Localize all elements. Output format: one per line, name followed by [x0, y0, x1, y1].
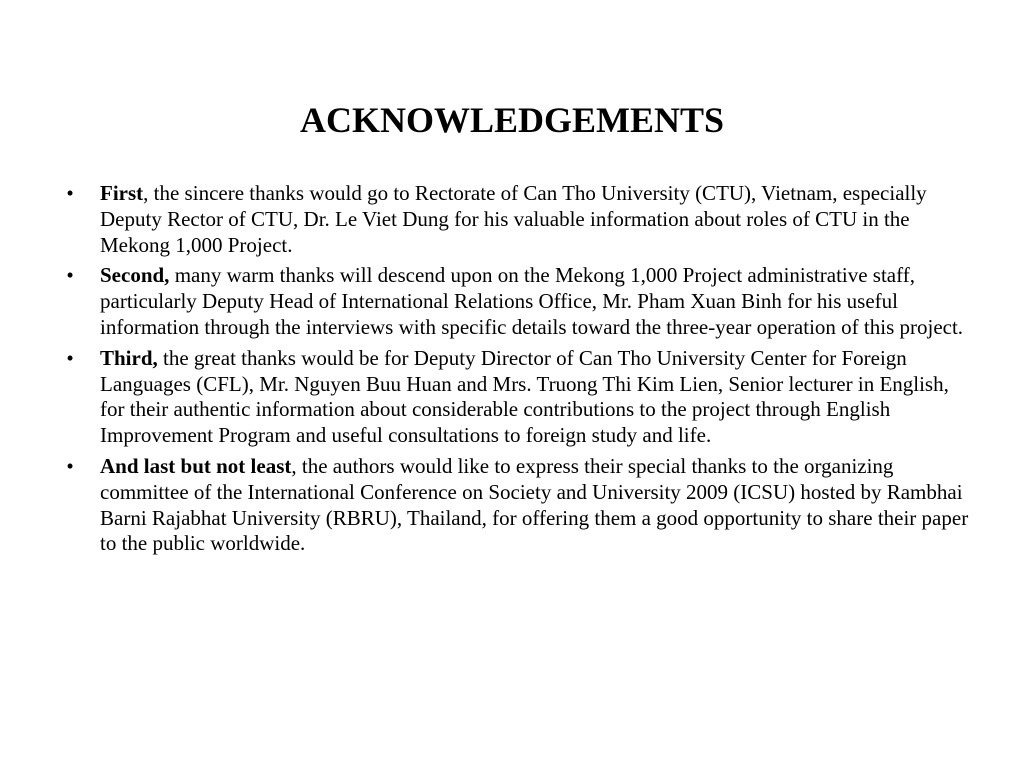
list-item [60, 346, 972, 449]
list-item [60, 454, 972, 557]
slide-title: ACKNOWLEDGEMENTS [299, 100, 725, 141]
item-lead: Third, [100, 345, 158, 370]
bullet-icon: • [66, 345, 74, 370]
item-text: many warm thanks will descend upon on the Mekong 1,000 Project administrative staff, particularly Deputy Head of International Relations Office, Mr. Pham Xuan Binh for his useful information through the interviews with specific details toward the three-year operation of this project. [100, 263, 964, 339]
item-text: the great thanks would be for Deputy Director of Can Tho University Center for Foreign Languages (CFL), Mr. Nguyen Buu Huan and Mrs. Truong Thi Kim Lien, Senior lecturer in English, for their authentic information about considerable contributions to the project through English Improvement Program and useful consultations to foreign study and life. [100, 345, 949, 448]
item-lead: Second, [100, 263, 170, 288]
bullet-icon: • [66, 263, 74, 288]
item-text: , the sincere thanks would go to Rectorate of Can Tho University (CTU), Vietnam, especially Deputy Rector of CTU, Dr. Le Viet Dung for his valuable information about roles of CTU in the Mekong 1,000 Project. [100, 181, 927, 257]
item-text: , the authors would like to express their special thanks to the organizing committee of the International Conference on Society and University 2009 (ICSU) hosted by Rambhai Barni Rajabhat University (RBRU), Thailand, for offering them a good opportunity to share their paper to the public worldwide. [100, 453, 969, 556]
item-lead: And last but not least [100, 453, 292, 478]
bullet-icon: • [66, 181, 74, 205]
acknowledgement-list [60, 181, 972, 562]
list-item [60, 181, 972, 258]
list-item [60, 263, 972, 340]
bullet-icon: • [66, 453, 74, 478]
item-lead: First [100, 181, 144, 205]
